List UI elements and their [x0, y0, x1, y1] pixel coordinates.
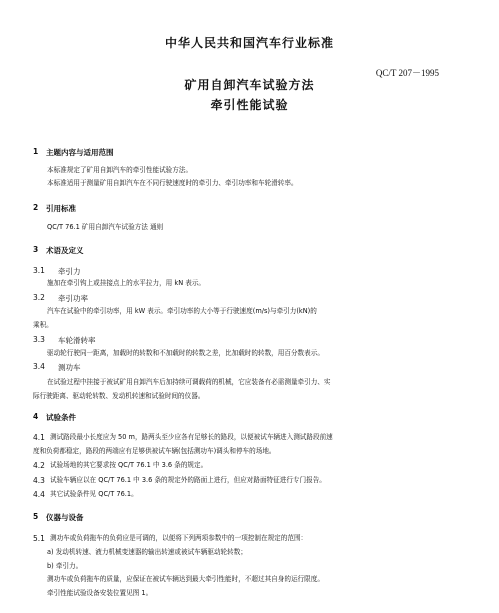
clause-4-3-number: 4.3: [33, 476, 45, 485]
term-3-2-definition-line-1: 汽车在试验中的牵引功率，用 kW 表示。牵引功率的大小等于行驶速度(m/s)与牵引力(kN)的: [47, 307, 317, 315]
clause-5-1-item-b: b) 牵引力。: [47, 562, 83, 570]
clause-5-1-number: 5.1: [33, 534, 45, 543]
term-3-2-definition-line-2: 乘积。: [33, 321, 53, 329]
clause-4-2-number: 4.2: [33, 461, 45, 470]
clause-5-1-item-a: a) 发动机转速、液力机械变速器的输出转速或被试车辆驱动轮转数；: [47, 548, 247, 556]
clause-4-2-text: 试验场地的其它要求按 QC/T 76.1 中 3.6 条的规定。: [50, 461, 208, 469]
section-2-title: 引用标准: [46, 204, 76, 213]
term-3-3-definition: 驱动轮行驶同一距离，加载时的转数和不加载时的转数之差，比加载时的转数，用百分数表示。: [47, 349, 324, 357]
section-2-para-1: QC/T 76.1 矿用自卸汽车试验方法 通则: [47, 223, 164, 231]
section-5-title: 仪器与设备: [46, 513, 84, 522]
term-3-4-definition-line-2: 际行驶距离、驱动轮转数、发动机转速和试验时间的仪器。: [33, 392, 205, 400]
clause-5-1-note-1: 测功车或负荷拖车的质量，应保证在被试车辆达到最大牵引性能时，不超过其自身的运行限度。: [47, 575, 324, 583]
section-2-number: 2: [33, 203, 39, 212]
clause-4-1-line-2: 度和负荷都稳定，路段的两端应有足够供被试车辆(包括测功车)调头和停车的场地。: [33, 447, 276, 455]
section-4-title: 试验条件: [46, 413, 76, 422]
document-title-line1: 矿用自卸汽车试验方法: [184, 78, 315, 92]
section-3-number: 3: [33, 245, 39, 254]
clause-4-4-text: 其它试验条件见 QC/T 76.1。: [50, 490, 138, 498]
clause-4-4-number: 4.4: [33, 490, 45, 499]
term-3-2-title: 牵引功率: [58, 294, 88, 303]
section-1-para-1: 本标准规定了矿用自卸汽车的牵引性能试验方法。: [47, 166, 193, 174]
clause-4-1-number: 4.1: [33, 433, 45, 442]
section-1-title: 主题内容与适用范围: [46, 148, 114, 157]
section-5-number: 5: [33, 512, 39, 521]
section-1-number: 1: [33, 147, 39, 156]
standard-title: 中华人民共和国汽车行业标准: [164, 36, 334, 50]
term-3-1-number: 3.1: [33, 266, 45, 275]
term-3-2-number: 3.2: [33, 293, 45, 302]
clause-4-1-line-1: 测试路段最小长度应为 50 m，路两头至少应各有足够长的路段，以便被试车辆进入测试路段前速: [50, 433, 333, 441]
section-4-number: 4: [33, 412, 39, 421]
section-1-para-2: 本标准适用于测量矿用自卸汽车在不同行驶速度时的牵引力、牵引功率和车轮滑转率。: [47, 179, 298, 187]
term-3-3-number: 3.3: [33, 335, 45, 344]
section-3-title: 术语及定义: [46, 246, 84, 255]
term-3-1-title: 牵引力: [58, 267, 81, 276]
standard-code: QC/T 207－1995: [375, 68, 439, 78]
term-3-1-definition: 施加在牵引钩上或挂接点上的水平拉力，用 kN 表示。: [47, 279, 206, 287]
clause-5-1-text: 测功车或负荷拖车的负荷应是可调的，以便将下列两项参数中的一项控制在规定的范围：: [50, 534, 308, 542]
term-3-4-number: 3.4: [33, 362, 45, 371]
clause-4-3-text: 试验车辆应以在 QC/T 76.1 中 3.6 条的规定外的路面上进行，但应对路面特征进行专门报告。: [50, 476, 326, 484]
term-3-4-definition-line-1: 在试验过程中挂接于被试矿用自卸汽车后加持续可调载荷的机械，它应装备有必需测量牵引力、实: [47, 378, 331, 386]
document-title-line2: 牵引性能试验: [210, 98, 289, 112]
clause-5-1-note-2: 牵引性能试验设备安装位置见图 1。: [47, 589, 153, 597]
term-3-4-title: 测功车: [58, 363, 81, 372]
term-3-3-title: 车轮滑转率: [58, 336, 96, 345]
